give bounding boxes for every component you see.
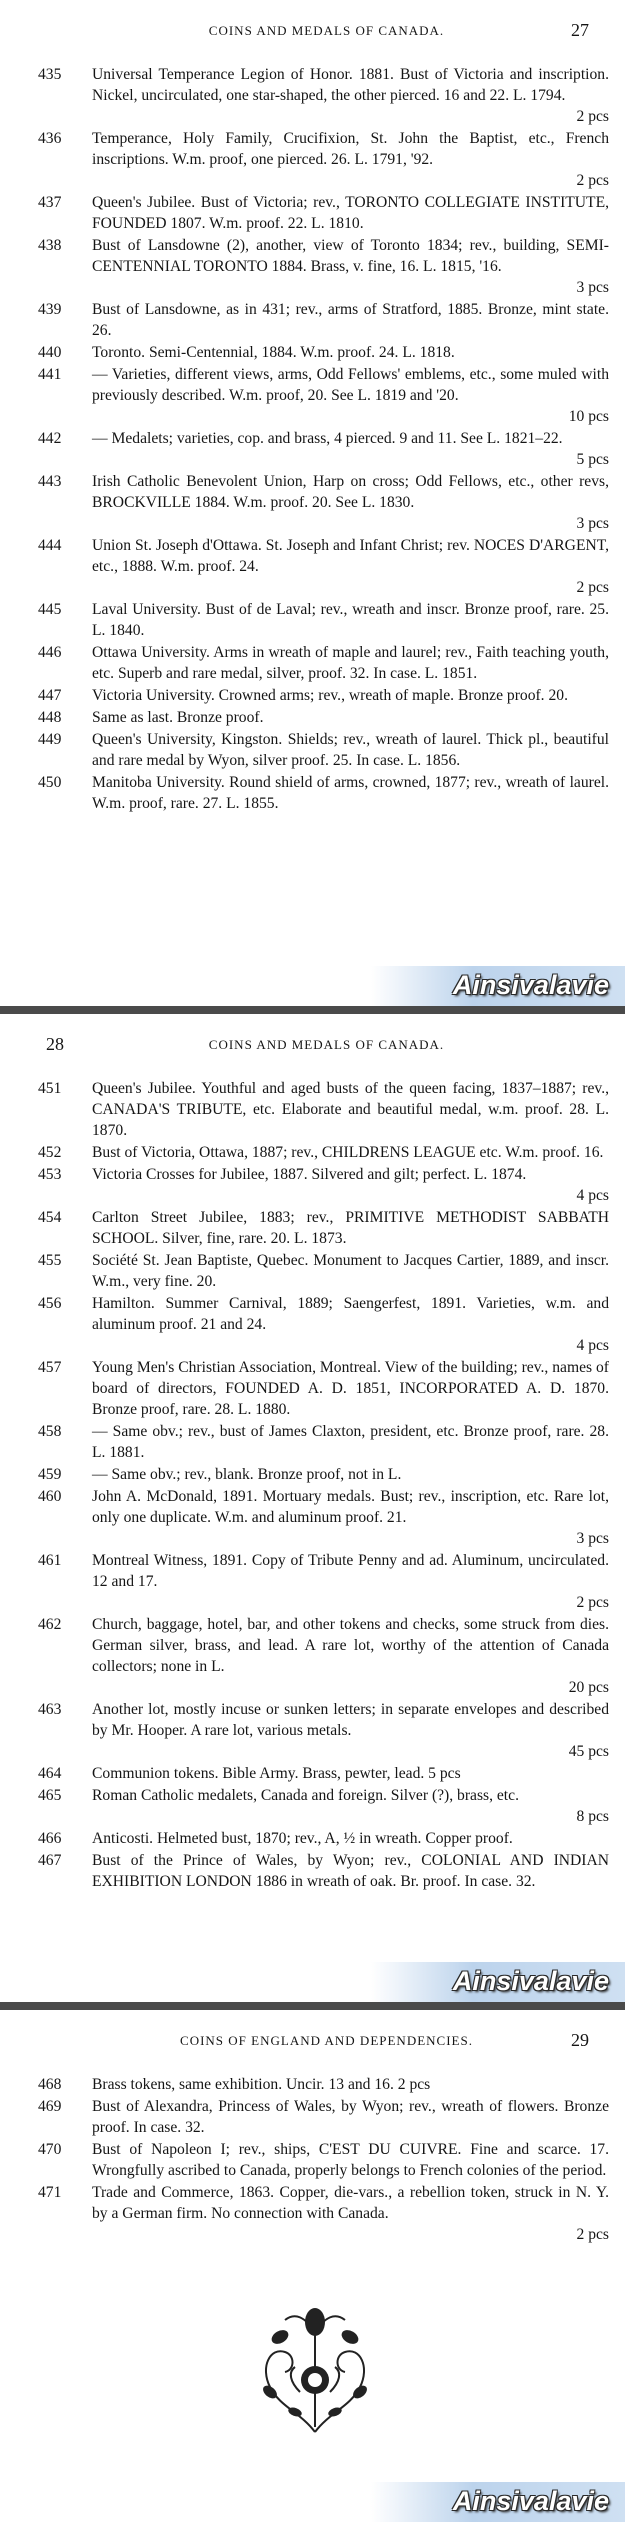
catalog-entry	[38, 1828, 609, 1849]
catalog-entry	[38, 1142, 609, 1163]
lot-number: 439	[38, 301, 62, 318]
lot-description: Roman Catholic medalets, Canada and foreign. Silver (?), brass, etc.	[92, 1787, 519, 1804]
page-29	[0, 2010, 625, 2522]
catalog-entry	[38, 1357, 609, 1420]
lot-description: Laval University. Bust of de Laval; rev., wreath and inscr. Bronze proof, rare. 25. L. 1840.	[92, 601, 609, 639]
piece-count: 4 pcs	[576, 1187, 609, 1204]
lot-description: — Varieties, different views, arms, Odd Fellows' emblems, etc., some muled with previously described. W.m. proof, 20. See L. 1819 and '20.	[92, 366, 609, 404]
lot-description: Same as last. Bronze proof.	[92, 709, 264, 726]
lot-number: 468	[38, 2076, 62, 2093]
running-title: COINS AND MEDALS OF CANADA.	[208, 23, 445, 38]
lot-number: 448	[38, 709, 62, 726]
piece-count: 2 pcs	[576, 108, 609, 125]
catalog-entry	[38, 707, 609, 728]
lot-description: Union St. Joseph d'Ottawa. St. Joseph and Infant Christ; rev. NOCES D'ARGENT, etc., 1888. W.m. proof. 24.	[92, 537, 609, 575]
catalog-entry	[38, 685, 609, 706]
piece-count: 4 pcs	[576, 1337, 609, 1354]
lot-number: 466	[38, 1830, 62, 1847]
lot-description: Church, baggage, hotel, bar, and other tokens and checks, some struck from dies. German silver, brass, and lead. A rare lot, worthy of the attention of Canada collectors; none in L.	[92, 1616, 609, 1675]
lot-description: Irish Catholic Benevolent Union, Harp on cross; Odd Fellows, etc., other revs, BROCKVILLE 1884. W.m. proof. 20. See L. 1830.	[92, 473, 609, 511]
lot-number: 452	[38, 1144, 62, 1161]
lot-description: Victoria Crosses for Jubilee, 1887. Silvered and gilt; perfect. L. 1874.	[92, 1166, 527, 1183]
floral-ornament	[240, 2292, 390, 2437]
watermark-text: Ainsivalavie	[452, 2486, 609, 2516]
lot-number: 449	[38, 731, 62, 748]
lot-description: — Same obv.; rev., blank. Bronze proof, not in L.	[92, 1466, 402, 1483]
lot-description: Bust of Lansdowne (2), another, view of Toronto 1834; rev., building, SEMI-CENTENNIAL TORONTO 1884. Brass, v. fine, 16. L. 1815, '16.	[92, 237, 609, 275]
piece-count: 10 pcs	[568, 408, 609, 425]
lot-description: Bust of Napoleon I; rev., ships, C'EST DU CUIVRE. Fine and scarce. 17. Wrongfully ascribed to Canada, properly belongs to French colonies of the period.	[92, 2141, 609, 2179]
lot-number: 455	[38, 1252, 62, 1269]
lot-number: 450	[38, 774, 62, 791]
lot-description: Queen's Jubilee. Bust of Victoria; rev., TORONTO COLLEGIATE INSTITUTE, FOUNDED 1807. W.m. proof. 22. L. 1810.	[92, 194, 609, 232]
catalog-entry	[38, 1850, 609, 1892]
piece-count: 3 pcs	[576, 1530, 609, 1547]
lot-description: Trade and Commerce, 1863. Copper, die-vars., a rebellion token, struck in N. Y. by a German firm. No connection with Canada.	[92, 2184, 609, 2222]
page-header	[46, 2030, 607, 2052]
catalog-entry	[38, 342, 609, 363]
lot-description: Victoria University. Crowned arms; rev., wreath of maple. Bronze proof. 20.	[92, 687, 568, 704]
entry-list	[38, 2074, 609, 2246]
catalog-entry	[38, 772, 609, 814]
catalog-entry	[38, 471, 609, 534]
lot-number: 440	[38, 344, 62, 361]
watermark	[371, 966, 625, 1006]
page-header	[46, 20, 607, 42]
catalog-entry	[38, 729, 609, 771]
lot-description: Communion tokens. Bible Army. Brass, pewter, lead. 5 pcs	[92, 1765, 461, 1782]
piece-count: 20 pcs	[568, 1679, 609, 1696]
lot-number: 465	[38, 1787, 62, 1804]
piece-count: 8 pcs	[576, 1808, 609, 1825]
lot-description: Hamilton. Summer Carnival, 1889; Saengerfest, 1891. Varieties, w.m. and aluminum proof. 21 and 24.	[92, 1295, 609, 1333]
lot-description: Bust of Lansdowne, as in 431; rev., arms of Stratford, 1885. Bronze, mint state. 26.	[92, 301, 609, 339]
lot-number: 467	[38, 1852, 62, 1869]
catalog-entry	[38, 1486, 609, 1549]
lot-number: 437	[38, 194, 62, 211]
lot-number: 443	[38, 473, 62, 490]
catalog-entry	[38, 128, 609, 191]
lot-description: Temperance, Holy Family, Crucifixion, St. John the Baptist, etc., French inscriptions. W.m. proof, one pierced. 26. L. 1791, '92.	[92, 130, 609, 168]
page-number: 29	[571, 2030, 589, 2050]
lot-number: 454	[38, 1209, 62, 1226]
lot-description: Universal Temperance Legion of Honor. 1881. Bust of Victoria and inscription. Nickel, uncirculated, one star-shaped, the other pierced. 16 and 22. L. 1794.	[92, 66, 609, 104]
catalog-entry	[38, 2096, 609, 2138]
running-title: COINS OF ENGLAND AND DEPENDENCIES.	[180, 2033, 473, 2048]
lot-number: 435	[38, 66, 62, 83]
lot-description: Ottawa University. Arms in wreath of maple and laurel; rev., Faith teaching youth, etc. Superb and rare medal, silver, proof. 32. In case. L. 1851.	[92, 644, 609, 682]
lot-number: 464	[38, 1765, 62, 1782]
lot-number: 441	[38, 366, 62, 383]
running-title: COINS AND MEDALS OF CANADA.	[208, 1037, 445, 1052]
catalog-entry	[38, 642, 609, 684]
catalog-entry	[38, 2139, 609, 2181]
watermark-text: Ainsivalavie	[452, 1966, 609, 1996]
piece-count: 2 pcs	[576, 1594, 609, 1611]
catalog-entry	[38, 2074, 609, 2095]
page-number: 28	[46, 1034, 64, 1054]
catalog-entry	[38, 1614, 609, 1698]
lot-description: Toronto. Semi-Centennial, 1884. W.m. proof. 24. L. 1818.	[92, 344, 455, 361]
lot-description: Brass tokens, same exhibition. Uncir. 13 and 16. 2 pcs	[92, 2076, 431, 2093]
lot-description: Manitoba University. Round shield of arms, crowned, 1877; rev., wreath of laurel. W.m. proof, rare. 27. L. 1855.	[92, 774, 609, 812]
catalog-entry	[38, 64, 609, 127]
lot-description: Bust of the Prince of Wales, by Wyon; rev., COLONIAL AND INDIAN EXHIBITION LONDON 1886 in wreath of oak. Br. proof. In case. 32.	[92, 1852, 609, 1890]
lot-number: 461	[38, 1552, 62, 1569]
catalog-entry	[38, 1699, 609, 1762]
watermark	[371, 2482, 625, 2522]
lot-description: Anticosti. Helmeted bust, 1870; rev., A, ½ in wreath. Copper proof.	[92, 1830, 513, 1847]
catalog-entry	[38, 428, 609, 470]
catalog-entry	[38, 235, 609, 298]
catalog-entry	[38, 364, 609, 427]
lot-description: John A. McDonald, 1891. Mortuary medals. Bust; rev., inscription, etc. Rare lot, only one duplicate. W.m. and aluminum proof. 21.	[92, 1488, 609, 1526]
lot-number: 471	[38, 2184, 62, 2201]
lot-number: 438	[38, 237, 62, 254]
lot-description: Young Men's Christian Association, Montreal. View of the building; rev., names of board of directors, FOUNDED A. D. 1851, INCORPORATED A. D. 1870. Bronze proof, rare. 28. L. 1880.	[92, 1359, 609, 1418]
page-header	[46, 1034, 607, 1056]
entry-list	[38, 1078, 609, 1893]
catalog-entry	[38, 535, 609, 598]
lot-description: Bust of Alexandra, Princess of Wales, by Wyon; rev., wreath of flowers. Bronze proof. In case. 32.	[92, 2098, 609, 2136]
lot-number: 436	[38, 130, 62, 147]
lot-number: 447	[38, 687, 62, 704]
lot-number: 463	[38, 1701, 62, 1718]
lot-description: — Same obv.; rev., bust of James Claxton, president, etc. Bronze proof, rare. 28. L. 1881.	[92, 1423, 609, 1461]
catalog-entry	[38, 1078, 609, 1141]
lot-number: 451	[38, 1080, 62, 1097]
piece-count: 45 pcs	[568, 1743, 609, 1760]
piece-count: 5 pcs	[576, 451, 609, 468]
lot-number: 459	[38, 1466, 62, 1483]
catalog-entry	[38, 192, 609, 234]
entry-list	[38, 64, 609, 815]
lot-description: Queen's University, Kingston. Shields; rev., wreath of laurel. Thick pl., beautiful and rare medal by Wyon, silver proof. 25. In case. L. 1856.	[92, 731, 609, 769]
catalog-entry	[38, 1250, 609, 1292]
page-number: 27	[571, 20, 589, 40]
piece-count: 2 pcs	[576, 2226, 609, 2243]
catalog-entry	[38, 1207, 609, 1249]
piece-count: 2 pcs	[576, 579, 609, 596]
catalog-entry	[38, 2182, 609, 2245]
lot-description: Montreal Witness, 1891. Copy of Tribute Penny and ad. Aluminum, uncirculated. 12 and 17.	[92, 1552, 609, 1590]
catalog-entry	[38, 1164, 609, 1206]
catalog-entry	[38, 1421, 609, 1463]
lot-description: Another lot, mostly incuse or sunken letters; in separate envelopes and described by Mr. Hooper. A rare lot, various metals.	[92, 1701, 609, 1739]
lot-number: 453	[38, 1166, 62, 1183]
watermark-text: Ainsivalavie	[452, 970, 609, 1000]
catalog-entry	[38, 1464, 609, 1485]
lot-number: 469	[38, 2098, 62, 2115]
lot-number: 442	[38, 430, 62, 447]
lot-number: 446	[38, 644, 62, 661]
catalog-entry	[38, 1785, 609, 1827]
catalog-entry	[38, 1293, 609, 1356]
lot-number: 445	[38, 601, 62, 618]
lot-number: 470	[38, 2141, 62, 2158]
piece-count: 3 pcs	[576, 515, 609, 532]
piece-count: 3 pcs	[576, 279, 609, 296]
lot-number: 444	[38, 537, 62, 554]
page-28	[0, 1014, 625, 2002]
catalog-entry	[38, 599, 609, 641]
lot-description: Carlton Street Jubilee, 1883; rev., PRIMITIVE METHODIST SABBATH SCHOOL. Silver, fine, rare. 20. L. 1873.	[92, 1209, 609, 1247]
lot-description: Queen's Jubilee. Youthful and aged busts of the queen facing, 1837–1887; rev., CANADA'S TRIBUTE, etc. Elaborate and beautiful medal, w.m. proof. 28. L. 1870.	[92, 1080, 609, 1139]
lot-number: 456	[38, 1295, 62, 1312]
catalog-entry	[38, 299, 609, 341]
lot-description: — Medalets; varieties, cop. and brass, 4 pierced. 9 and 11. See L. 1821–22.	[92, 430, 563, 447]
lot-number: 462	[38, 1616, 62, 1633]
lot-number: 458	[38, 1423, 62, 1440]
catalog-entry	[38, 1550, 609, 1613]
lot-number: 457	[38, 1359, 62, 1376]
piece-count: 2 pcs	[576, 172, 609, 189]
watermark	[371, 1962, 625, 2002]
lot-description: Société St. Jean Baptiste, Quebec. Monument to Jacques Cartier, 1889, and inscr. W.m., very fine. 20.	[92, 1252, 609, 1290]
page-27	[0, 0, 625, 1006]
catalog-entry	[38, 1763, 609, 1784]
lot-description: Bust of Victoria, Ottawa, 1887; rev., CHILDRENS LEAGUE etc. W.m. proof. 16.	[92, 1144, 604, 1161]
lot-number: 460	[38, 1488, 62, 1505]
